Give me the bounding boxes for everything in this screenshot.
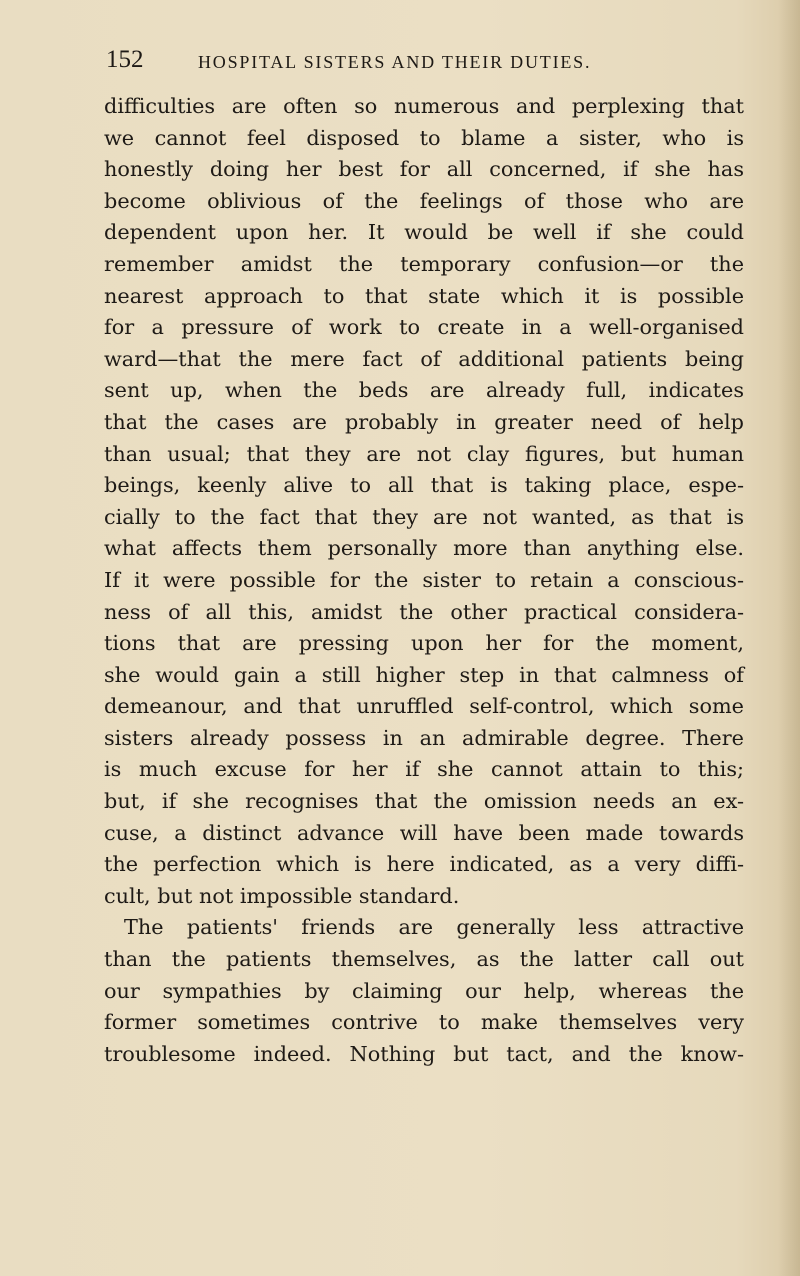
text-line: troublesome indeed. Nothing but tact, and the know- bbox=[104, 1041, 744, 1066]
text-line: become oblivious of the feelings of those who are bbox=[104, 188, 744, 213]
text-line: cially to the fact that they are not wanted, as that is bbox=[104, 504, 744, 529]
text-line: cuse, a distinct advance will have been made towards bbox=[104, 820, 744, 845]
text-line: nearest approach to that state which it is possible bbox=[104, 283, 744, 308]
text-line: difficulties are often so numerous and perplexing that bbox=[104, 94, 744, 118]
text-line: If it were possible for the sister to retain a conscious- bbox=[104, 567, 744, 592]
text-line: ward—that the mere fact of additional patients being bbox=[104, 346, 744, 371]
text-line: demeanour, and that unruffled self-control, which some bbox=[104, 694, 744, 719]
text-line: The patients' friends are generally less attractive bbox=[124, 915, 744, 940]
text-line: former sometimes contrive to make themselves very bbox=[104, 1010, 744, 1035]
running-head bbox=[106, 46, 766, 86]
text-line: we cannot feel disposed to blame a sister, who is bbox=[104, 125, 744, 150]
text-line: sisters already possess in an admirable degree. There bbox=[104, 725, 744, 750]
text-line: cult, but not impossible standard. bbox=[104, 883, 460, 908]
text-line: dependent upon her. It would be well if she could bbox=[104, 220, 744, 245]
text-line: than the patients themselves, as the latter call out bbox=[104, 947, 744, 972]
text-line: sent up, when the beds are already full, indicates bbox=[104, 378, 744, 403]
text-line: than usual; that they are not clay figures, but human bbox=[104, 441, 744, 466]
text-line: but, if she recognises that the omission needs an ex- bbox=[104, 789, 744, 814]
text-line: is much excuse for her if she cannot attain to this; bbox=[104, 757, 744, 782]
text-line: remember amidst the temporary confusion—or the bbox=[104, 251, 744, 276]
running-title: HOSPITAL SISTERS AND THEIR DUTIES. bbox=[198, 52, 592, 72]
text-line: the perfection which is here indicated, as a very diffi- bbox=[104, 852, 744, 877]
text-line: honestly doing her best for all concerned, if she has bbox=[104, 157, 744, 182]
text-line: what affects them personally more than anything else. bbox=[104, 536, 744, 561]
page-number: 152 bbox=[106, 46, 144, 73]
page-edge-shadow bbox=[778, 0, 800, 1276]
text-line: she would gain a still higher step in that calmness of bbox=[104, 662, 744, 687]
text-line: tions that are pressing upon her for the moment, bbox=[104, 631, 744, 656]
body-text bbox=[104, 91, 744, 1070]
text-line: our sympathies by claiming our help, whereas the bbox=[104, 978, 744, 1003]
text-line: beings, keenly alive to all that is taking place, espe- bbox=[104, 473, 744, 498]
text-line: that the cases are probably in greater need of help bbox=[104, 409, 744, 434]
text-line: for a pressure of work to create in a well-organised bbox=[104, 315, 744, 340]
text-line: ness of all this, amidst the other practical considera- bbox=[104, 599, 744, 624]
